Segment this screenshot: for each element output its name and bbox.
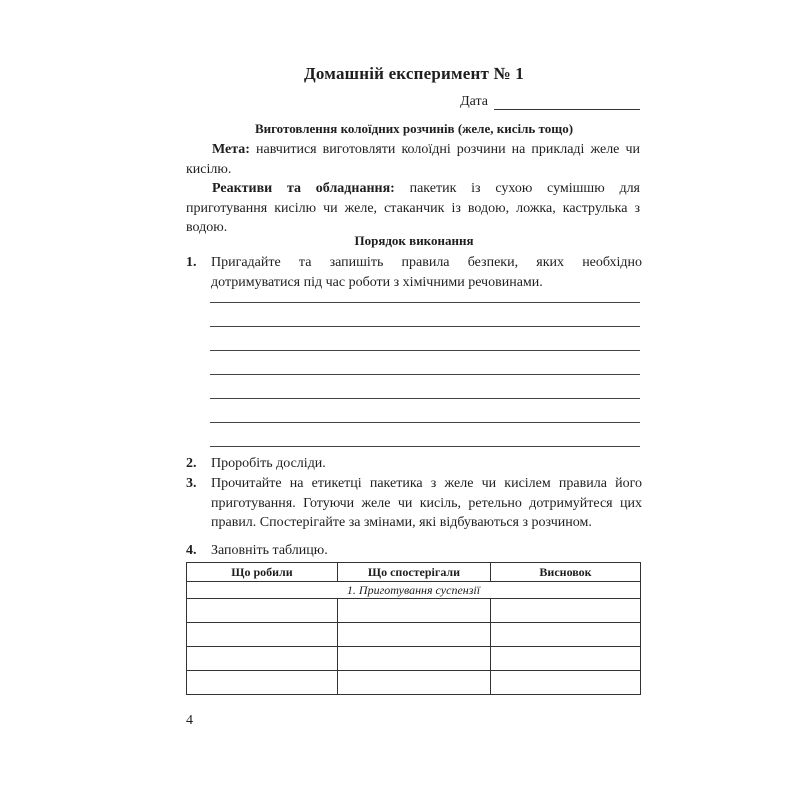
reagents-text: пакетик із сухою сумішшю для приготування кисілю чи желе, стаканчик із водою, ложка, каструлька з водою.	[186, 181, 640, 235]
table-cell[interactable]	[338, 671, 491, 695]
step-3	[186, 474, 642, 533]
step-1	[186, 253, 642, 292]
answer-line[interactable]	[210, 422, 640, 423]
goal-label: Мета:	[212, 142, 250, 157]
table-cell[interactable]	[187, 599, 338, 623]
step-4	[186, 541, 642, 561]
date-field	[400, 94, 640, 110]
table-row	[187, 599, 641, 623]
table-cell[interactable]	[187, 623, 338, 647]
table-cell[interactable]	[491, 647, 641, 671]
table-cell[interactable]	[491, 671, 641, 695]
experiment-subtitle: Виготовлення колоїдних розчинів (желе, кисіль тощо)	[254, 121, 574, 136]
goal-paragraph	[186, 140, 640, 179]
observation-table	[186, 562, 641, 695]
answer-line[interactable]	[210, 326, 640, 327]
step-2	[186, 454, 642, 474]
answer-line[interactable]	[210, 398, 640, 399]
reagents-label: Реактиви та обладнання:	[212, 181, 395, 196]
procedure-title: Порядок виконання	[354, 233, 474, 248]
step-number: 2.	[186, 456, 197, 471]
reagents-paragraph	[186, 179, 640, 238]
step-text: Заповніть таблицю.	[211, 543, 328, 558]
date-label: Дата	[460, 94, 488, 109]
answer-line[interactable]	[210, 302, 640, 303]
answer-line[interactable]	[210, 446, 640, 447]
date-input-line[interactable]	[494, 95, 640, 110]
answer-line[interactable]	[210, 350, 640, 351]
step-number: 1.	[186, 255, 197, 270]
table-row	[187, 647, 641, 671]
step-text: Пригадайте та запишіть правила безпеки, яких необхідно дотримуватися під час роботи з хімічними речовинами.	[211, 255, 642, 290]
table-cell[interactable]	[338, 647, 491, 671]
page-number: 4	[186, 713, 193, 728]
table-cell[interactable]	[338, 623, 491, 647]
goal-text: навчитися виготовляти колоїдні розчини на прикладі желе чи кисілю.	[186, 142, 640, 177]
table-row	[187, 671, 641, 695]
table-cell[interactable]	[491, 599, 641, 623]
column-header: Що спостерігали	[338, 563, 491, 582]
step-text: Прочитайте на етикетці пакетика з желе чи кисілем правила його приготування. Готуючи желе чи кисіль, ретельно дотримуйтеся цих правил. Спостерігайте за змінами, які відбуваються з розчином.	[211, 476, 642, 530]
step-number: 3.	[186, 476, 197, 491]
column-header: Висновок	[491, 563, 641, 582]
table-row	[187, 623, 641, 647]
section-label: 1. Приготування суспензії	[187, 582, 641, 599]
table-header-row	[187, 563, 641, 582]
table-section-row	[187, 582, 641, 599]
table-cell[interactable]	[187, 647, 338, 671]
answer-line[interactable]	[210, 374, 640, 375]
table-cell[interactable]	[491, 623, 641, 647]
step-number: 4.	[186, 543, 197, 558]
table-cell[interactable]	[187, 671, 338, 695]
table-cell[interactable]	[338, 599, 491, 623]
column-header: Що робили	[187, 563, 338, 582]
step-text: Проробіть досліди.	[211, 456, 326, 471]
page-title: Домашній експеримент № 1	[304, 64, 524, 83]
